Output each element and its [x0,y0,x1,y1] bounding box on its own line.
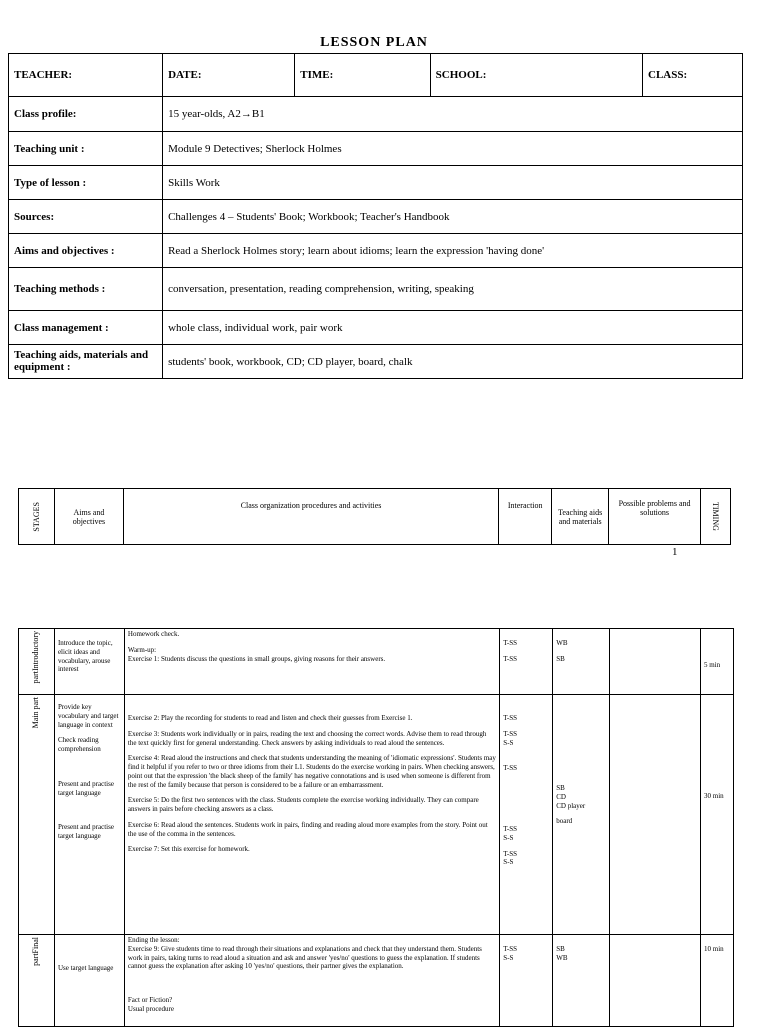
info-value: whole class, individual work, pair work [163,311,743,345]
timing-cell: 10 min [701,935,734,1027]
table-row [19,695,734,935]
interaction-item: T-SS [503,849,518,858]
aid-item: board [556,817,573,826]
problems-cell [610,695,701,935]
aims-cell [54,695,124,935]
problems-cell [610,629,701,695]
aim-item: Use target language [57,964,114,972]
info-label: Teaching methods : [9,268,163,311]
info-label: Teaching unit : [9,132,163,166]
procedure-item: Exercise 9: Give students time to read through their situations and explanations and check that they understand them. Students work in pairs, taking turns to read aloud a situation and ask and answer 'yes/no' questions to guess the explanation. If students cannot guess the explanation after asking 10 'yes/no' questions, their partner gives the explanation. [127,944,482,971]
aid-item: WB [556,953,568,962]
info-row [9,234,743,268]
info-value: conversation, presentation, reading comprehension, writing, speaking [163,268,743,311]
interaction-cell [500,935,553,1027]
procedure-item: Warm-up: [127,645,157,654]
info-value: 15 year-olds, A2→B1 [163,97,743,132]
info-value: Challenges 4 – Students' Book; Workbook; Teacher's Handbook [163,200,743,234]
info-value: Skills Work [163,166,743,200]
interaction-item: T-SS [503,639,518,647]
aid-item: SB [556,945,565,953]
info-row [9,97,743,132]
procedure-item: Exercise 5: Do the first two sentences with the class. Students complete the exercise working individually. They can compare answers in pairs before checking answers as a class. [127,796,479,813]
aids-cell [553,695,610,935]
procedure-item: Exercise 7: Set this exercise for homework. [127,845,250,854]
info-label: Class profile: [9,97,163,132]
aid-item: SB [556,654,565,663]
procedure-item: Usual procedure [127,1004,174,1013]
stages-header: STAGES [19,489,55,545]
school-label: SCHOOL: [430,54,642,97]
procedure-item: Exercise 2: Play the recording for students to read and listen and check their guesses from Exercise 1. [127,714,413,722]
interaction-item: T-SS [503,654,518,663]
aim-item: Introduce the topic, elicit ideas and vocabulary, arouse interest [57,639,113,674]
info-value: Module 9 Detectives; Sherlock Holmes [163,132,743,166]
info-label: Teaching aids, materials and equipment : [9,345,163,379]
procedures-cell [124,935,499,1027]
header-row [9,54,743,97]
stage-cell: partIntroductory [19,629,55,695]
info-row [9,200,743,234]
procedure-item: Ending the lesson: [127,936,180,944]
stage-cell: partFinal [19,935,55,1027]
info-row [9,345,743,379]
aims-cell [54,935,124,1027]
aids-cell [553,935,610,1027]
page-number: 1 [672,546,678,558]
table-row [19,629,734,695]
stages-header-table [18,488,731,545]
interaction-item: T-SS [503,714,518,722]
info-row [9,268,743,311]
aim-item: Check reading comprehension [57,736,101,753]
class-label: CLASS: [643,54,743,97]
aid-item: SB [556,784,565,792]
info-row [9,311,743,345]
table-row [19,935,734,1027]
aids-header: Teaching aids and materials [552,489,609,545]
info-label: Class management : [9,311,163,345]
procedure-item: Exercise 1: Students discuss the questions in small groups, giving reasons for their answers. [127,654,386,663]
aims-header: Aims and objectives [54,489,123,545]
lesson-stages-table [18,628,734,1027]
procedure-item: Exercise 4: Read aloud the instructions and check that students understanding the meaning of 'idiomatic expressions'. Students may find it helpful if you refer to two or three idioms from their L1. Students do the exercise working in pairs. When checking answers, point out that the expression 'the black sheep of the family' has negative connotations and is used when someone is different from the rest of the family because that person is considered to be a failure or an embarrassment. [127,754,496,789]
interaction-item: T-SS [503,825,518,833]
time-label: TIME: [295,54,430,97]
aid-item: CD player [556,801,586,810]
lesson-info-table [8,53,743,379]
page-title: LESSON PLAN [320,35,428,50]
teacher-label: TEACHER: [9,54,163,97]
interaction-item: S-S [503,858,514,867]
procedures-cell [124,695,499,935]
procedure-item: Homework check. [127,630,180,638]
interaction-item: S-S [503,953,514,962]
interaction-item: T-SS [503,764,518,773]
procedure-item: Fact or Fiction? [127,996,173,1004]
interaction-cell [500,629,553,695]
stage-cell: Main part [19,695,55,935]
timing-cell: 5 min [701,629,734,695]
aids-cell [553,629,610,695]
info-value: students' book, workbook, CD; CD player, board, chalk [163,345,743,379]
info-value: Read a Sherlock Holmes story; learn about idioms; learn the expression 'having done' [163,234,743,268]
interaction-header: Interaction [499,489,552,545]
problems-header: Possible problems and solutions [609,489,701,545]
interaction-item: S-S [503,833,514,842]
interaction-cell [500,695,553,935]
aid-item: WB [556,639,568,647]
info-label: Type of lesson : [9,166,163,200]
aim-item: Present and practise target language [57,823,114,840]
date-label: DATE: [163,54,295,97]
interaction-item: S-S [503,738,514,747]
problems-cell [610,935,701,1027]
aim-item: Provide key vocabulary and target language in context [57,703,119,729]
interaction-item: T-SS [503,945,518,953]
info-row [9,132,743,166]
aim-item: Present and practise target language [57,779,114,797]
timing-cell: 30 min [701,695,734,935]
procedures-cell [124,629,499,695]
procedure-item: Exercise 6: Read aloud the sentences. Students work in pairs, finding and reading aloud more examples from the story. Point out the use of the comma in the sentences. [127,820,488,838]
procedure-item: Exercise 3: Students work individually or in pairs, reading the text and choosing the correct words. Advise them to read through the text quickly first for general understanding. Check answers by asking individuals to read aloud the sentences. [127,729,487,747]
timing-header: TIMING [701,489,731,545]
aims-cell [54,629,124,695]
procedures-header: Class organization procedures and activities [123,489,498,545]
info-label: Sources: [9,200,163,234]
info-label: Aims and objectives : [9,234,163,268]
info-row [9,166,743,200]
aid-item: CD [556,792,566,801]
interaction-item: T-SS [503,729,518,738]
